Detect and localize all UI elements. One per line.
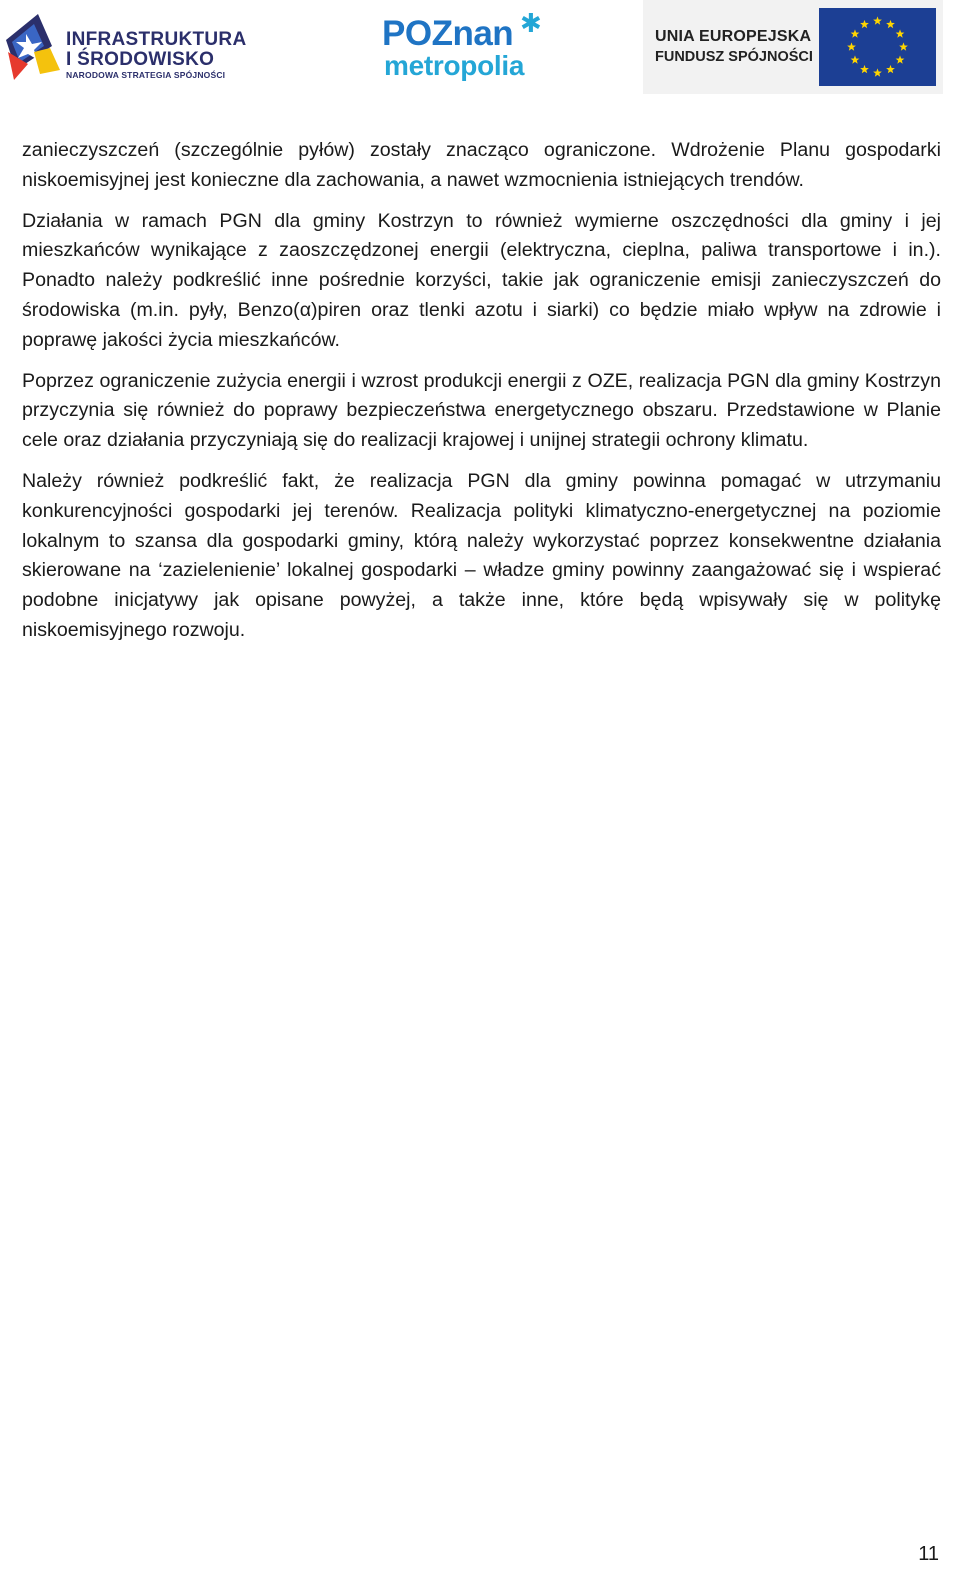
eu-star: [886, 20, 895, 28]
poznan-word: POZnan: [382, 14, 514, 53]
paragraph-3: Poprzez ograniczenie zużycia energii i wzrost produkcji energii z OZE, realizacja PGN dla gminy Kostrzyn przyczynia się również do poprawy bezpieczeństwa energetycznego obszaru. Przedstawione w Planie cele oraz działania przyczyniają się do realizacji krajowej i unijnej strategii ochrony klimatu.: [22, 369, 941, 452]
infra-line1: INFRASTRUKTURA: [66, 29, 247, 50]
eu-star: [847, 42, 856, 50]
logo-header: [0, 0, 960, 96]
unia-europejska-logo: [643, 0, 943, 94]
infrastruktura-logo: [4, 12, 247, 84]
infra-line3: NARODOWA STRATEGIA SPÓJNOŚCI: [66, 70, 226, 80]
ue-line2: FUNDUSZ SPÓJNOŚCI: [655, 49, 813, 65]
paragraph-4: Należy również podkreślić fakt, że realizacja PGN dla gminy powinna pomagać w utrzymaniu konkurencyjności gospodarki jej terenów. Realizacja polityki klimatyczno-energetycznej na poziomie lokalnym to szansa dla gospodarki gminy, którą należy wykorzystać poprzez konsekwentne działania skierowane na ‘zazielenienie’ lokalnej gospodarki – władze gminy powinny zaangażować się i wspierać podobne inicjatywy jak opisane powyżej, a także inne, które będą wpisywały się w politykę niskoemisyjnego rozwoju.: [22, 469, 941, 641]
poznan-metropolia-logo: [382, 10, 552, 86]
eu-star: [873, 16, 882, 24]
eu-flag-icon: [819, 8, 936, 86]
eu-star: [886, 65, 895, 73]
eu-star: [851, 55, 860, 63]
eu-star: [896, 29, 905, 37]
ue-line1: UNIA EUROPEJSKA: [655, 28, 812, 45]
metropolia-word: metropolia: [384, 50, 525, 81]
eu-star: [899, 42, 908, 50]
eu-stars-icon: [819, 8, 936, 86]
infrastruktura-emblem-icon: [4, 12, 64, 84]
snowflake-icon: ✱: [520, 8, 542, 38]
eu-star: [860, 65, 869, 73]
eu-star: [896, 55, 905, 63]
paragraph-2: Działania w ramach PGN dla gminy Kostrzyn to również wymierne oszczędności dla gminy i jej mieszkańców wynikające z zaoszczędzonej energii (elektryczna, cieplna, paliwa transportowe i in.). Ponadto należy podkreślić inne pośrednie korzyści, takie jak ograniczenie emisji zanieczyszczeń do środowiska (m.in. pyły, Benzo(α)piren oraz tlenki azotu i siarki) co będzie miało wpływ na zdrowie i poprawę jakości życia mieszkańców.: [22, 209, 941, 351]
page-number: 11: [918, 1543, 939, 1565]
infra-line2: I ŚRODOWISKO: [66, 49, 215, 70]
document-body: [22, 136, 941, 657]
eu-star: [873, 68, 882, 76]
paragraph-1: zanieczyszczeń (szczególnie pyłów) zostały znacząco ograniczone. Wdrożenie Planu gospodarki niskoemisyjnej jest konieczne dla zachowania, a nawet wzmocnienia istniejących trendów.: [22, 139, 941, 191]
eu-star: [860, 20, 869, 28]
eu-star: [851, 29, 860, 37]
